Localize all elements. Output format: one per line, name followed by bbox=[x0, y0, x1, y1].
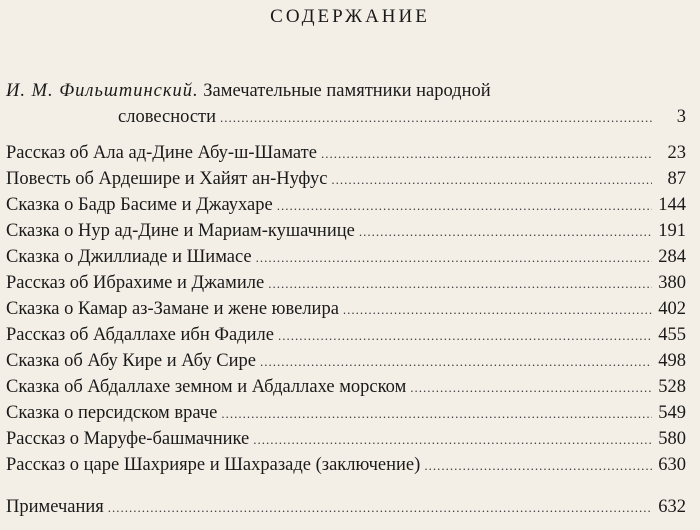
entry-page-number: 23 bbox=[667, 143, 686, 163]
entry-page-number: 191 bbox=[658, 221, 686, 241]
toc-entry[interactable] bbox=[6, 218, 686, 244]
entry-title: Рассказ об Абдаллахе ибн Фадиле bbox=[6, 325, 274, 345]
toc-entry[interactable] bbox=[6, 426, 686, 452]
entry-page-number: 87 bbox=[667, 169, 686, 189]
dot-leader bbox=[256, 245, 652, 271]
dot-leader bbox=[220, 105, 652, 131]
entry-page-number: 528 bbox=[658, 377, 686, 397]
intro-author: И. М. Фильштинский. bbox=[6, 81, 199, 101]
toc-entry[interactable] bbox=[6, 348, 686, 374]
dot-leader bbox=[221, 401, 652, 427]
dot-leader bbox=[424, 453, 652, 479]
dot-leader bbox=[260, 349, 652, 375]
entry-title: Рассказ об Ибрахиме и Джамиле bbox=[6, 273, 265, 293]
dot-leader bbox=[410, 375, 652, 401]
toc-entry[interactable] bbox=[6, 192, 686, 218]
entry-title: Рассказ о царе Шахрияре и Шахразаде (заключение) bbox=[6, 455, 421, 475]
dot-leader bbox=[359, 219, 652, 245]
toc-entry[interactable] bbox=[6, 296, 686, 322]
dot-leader bbox=[268, 271, 652, 297]
entry-title: Сказка о Камар аз-Замане и жене ювелира bbox=[6, 299, 339, 319]
toc-entry-notes[interactable] bbox=[6, 494, 686, 520]
intro-entry-line2[interactable] bbox=[118, 104, 686, 130]
entry-page-number: 630 bbox=[658, 455, 686, 475]
entry-page-number: 144 bbox=[658, 195, 686, 215]
entry-title: Рассказ о Маруфе-башмачнике bbox=[6, 429, 250, 449]
entry-page-number: 549 bbox=[658, 403, 686, 423]
entry-title: Сказка о Бадр Басиме и Джаухаре bbox=[6, 195, 273, 215]
entry-page-number: 580 bbox=[658, 429, 686, 449]
entry-title: Сказка о Нур ад-Дине и Мариам-кушачнице bbox=[6, 221, 355, 241]
toc-entry[interactable] bbox=[6, 452, 686, 478]
entry-page-number: 284 bbox=[658, 247, 686, 267]
entry-page-number: 455 bbox=[658, 325, 686, 345]
intro-page-number: 3 bbox=[676, 107, 686, 127]
toc-entry[interactable] bbox=[6, 166, 686, 192]
dot-leader bbox=[253, 427, 652, 453]
entry-title: Повесть об Ардешире и Хайят ан-Нуфус bbox=[6, 169, 328, 189]
entry-title: Рассказ об Ала ад-Дине Абу-ш-Шамате bbox=[6, 143, 317, 163]
notes-title: Примечания bbox=[6, 497, 104, 517]
entry-page-number: 380 bbox=[658, 273, 686, 293]
toc-entry[interactable] bbox=[6, 270, 686, 296]
intro-title-line1: Замечательные памятники народной bbox=[203, 81, 491, 101]
intro-entry-line1 bbox=[6, 78, 696, 104]
toc-entry[interactable] bbox=[6, 400, 686, 426]
entry-page-number: 402 bbox=[658, 299, 686, 319]
toc-entry[interactable] bbox=[6, 374, 686, 400]
entry-title: Сказка об Абдаллахе земном и Абдаллахе морском bbox=[6, 377, 407, 397]
dot-leader bbox=[343, 297, 652, 323]
entry-title: Сказка об Абу Кире и Абу Сире bbox=[6, 351, 256, 371]
dot-leader bbox=[331, 167, 652, 193]
dot-leader bbox=[108, 495, 652, 521]
dot-leader bbox=[278, 323, 652, 349]
entry-page-number: 498 bbox=[658, 351, 686, 371]
dot-leader bbox=[321, 141, 652, 167]
toc-entry[interactable] bbox=[6, 140, 686, 166]
intro-title-line2: словесности bbox=[118, 107, 217, 127]
page-title: СОДЕРЖАНИЕ bbox=[270, 6, 430, 27]
entry-title: Сказка о персидском враче bbox=[6, 403, 218, 423]
dot-leader bbox=[277, 193, 652, 219]
entry-title: Сказка о Джиллиаде и Шимасе bbox=[6, 247, 252, 267]
toc-entry[interactable] bbox=[6, 244, 686, 270]
notes-page-number: 632 bbox=[658, 497, 686, 517]
toc-entry[interactable] bbox=[6, 322, 686, 348]
